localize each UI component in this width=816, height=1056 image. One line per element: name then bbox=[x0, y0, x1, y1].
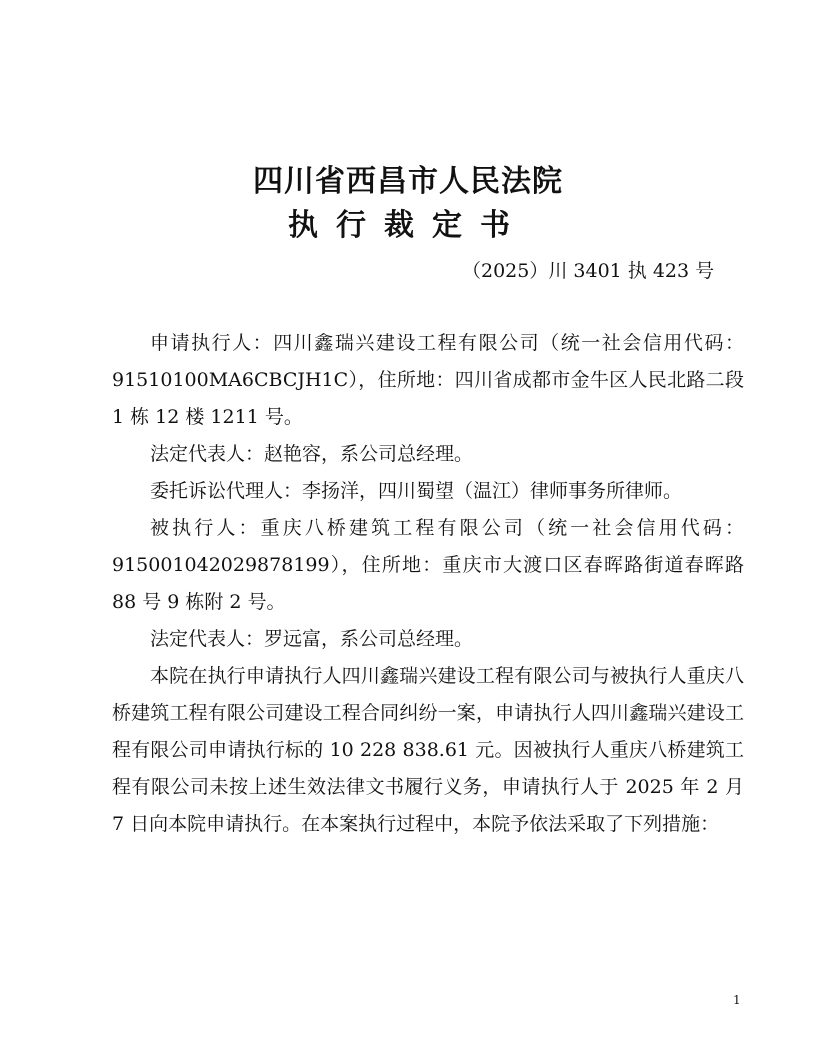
case-number: （2025）川 3401 执 423 号 bbox=[462, 260, 715, 282]
document-type-title: 执行裁定书 bbox=[288, 208, 528, 243]
page-number: 1 bbox=[733, 993, 741, 1007]
applicant-agent: 委托诉讼代理人：李扬洋，四川蜀望（温江）律师事务所律师。 bbox=[150, 480, 683, 502]
applicant-legal-rep: 法定代表人：赵艳容，系公司总经理。 bbox=[150, 443, 474, 465]
case-facts-paragraph: 本院在执行申请执行人四川鑫瑞兴建设工程有限公司与被执行人重庆八桥建筑工程有限公司建设工程合同纠纷一案，申请执行人四川鑫瑞兴建设工程有限公司申请执行标的 10 228 838.61 元。因被执行人重庆八桥建筑工程有限公司未按上述生效法律文书履行义务，申请执行人于 2025 年 2 月 7 日向本院申请执行。在本案执行过程中，本院予依法采取了下列措施： bbox=[112, 665, 744, 835]
respondent-paragraph: 被执行人：重庆八桥建筑工程有限公司（统一社会信用代码：915001042029878199），住所地：重庆市大渡口区春晖路街道春晖路 88 号 9 栋附 2 号。 bbox=[112, 517, 744, 613]
applicant-paragraph: 申请执行人：四川鑫瑞兴建设工程有限公司（统一社会信用代码：91510100MA6CBCJH1C），住所地：四川省成都市金牛区人民北路二段 1 栋 12 楼 1211 号。 bbox=[112, 332, 744, 428]
court-name: 四川省西昌市人民法院 bbox=[253, 164, 563, 199]
document-body bbox=[112, 325, 744, 843]
respondent-legal-rep: 法定代表人：罗远富，系公司总经理。 bbox=[150, 628, 474, 650]
